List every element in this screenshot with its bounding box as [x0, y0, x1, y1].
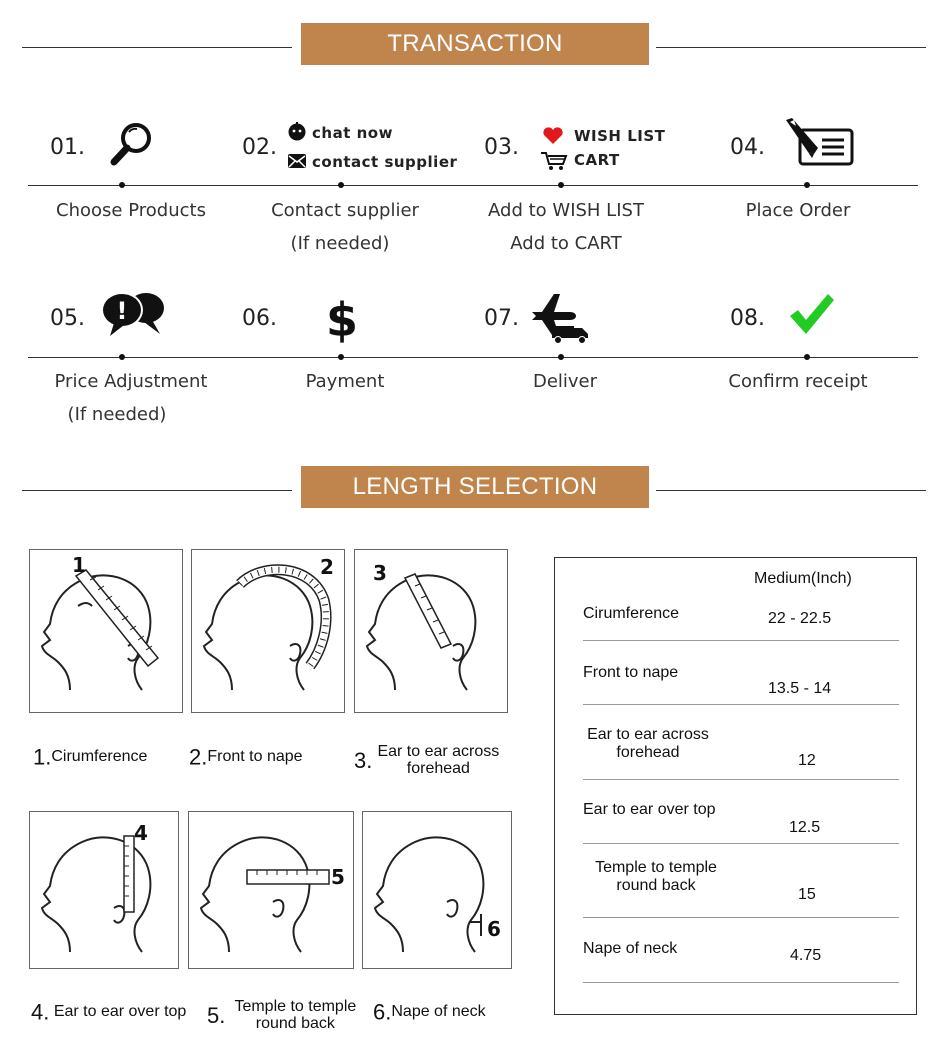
head-measure-illustration — [355, 550, 506, 711]
head-measure-illustration — [192, 550, 343, 711]
figure-caption: 1.Cirumference — [33, 744, 148, 770]
table-row-divider — [583, 843, 899, 844]
table-row-name: Ear to ear across forehead — [587, 726, 709, 761]
heart-icon[interactable] — [542, 127, 564, 145]
head-measure-illustration — [30, 812, 177, 967]
cart-icon[interactable] — [540, 151, 568, 171]
table-row-value: 15 — [798, 886, 816, 903]
figure-tag: 2 — [320, 555, 334, 579]
measure-figure-6 — [362, 811, 512, 969]
measure-figure-2 — [191, 549, 345, 713]
transaction-banner: TRANSACTION — [301, 23, 649, 65]
timeline-dot — [804, 182, 810, 188]
timeline-dot — [119, 182, 125, 188]
timeline-row-1 — [28, 185, 918, 186]
speech-bubbles-icon — [98, 290, 168, 338]
table-row-name: Cirumference — [583, 605, 680, 622]
figure-caption: 2.Front to nape — [189, 744, 303, 770]
figure-tag: 5 — [331, 865, 345, 889]
contact-supplier-link[interactable]: contact supplier — [312, 153, 458, 171]
step-number: 05. — [50, 306, 85, 331]
delivery-icon — [530, 290, 590, 346]
timeline-dot — [804, 354, 810, 360]
measure-figure-4 — [29, 811, 179, 969]
table-row-value: 13.5 - 14 — [768, 680, 832, 697]
svg-text:$: $ — [325, 294, 359, 344]
timeline-row-2 — [28, 357, 918, 358]
table-row-divider — [583, 779, 899, 780]
head-measure-illustration — [363, 812, 510, 967]
timeline-dot — [558, 182, 564, 188]
table-row-value: 22 - 22.5 — [768, 610, 832, 627]
divider-right — [656, 47, 926, 48]
figure-caption: 5. Temple to temple round back — [207, 998, 357, 1032]
step-number: 02. — [242, 135, 277, 160]
timeline-dot — [558, 354, 564, 360]
table-row-name: Front to nape — [583, 664, 679, 681]
divider-left — [22, 490, 292, 491]
timeline-dot — [338, 182, 344, 188]
timeline-dot — [119, 354, 125, 360]
step-number: 07. — [484, 306, 519, 331]
step-number: 03. — [484, 135, 519, 160]
step-label: Payment — [305, 371, 385, 392]
timeline-dot — [338, 354, 344, 360]
dollar-icon — [325, 294, 359, 344]
step-sublabel: (If needed) — [290, 233, 390, 254]
wish-list-link[interactable]: WISH LIST — [574, 127, 666, 145]
step-label: Price Adjustment — [54, 371, 208, 392]
cart-link[interactable]: CART — [574, 151, 620, 169]
figure-caption: 3. Ear to ear across forehead — [354, 743, 500, 777]
step-label: Place Order — [745, 200, 851, 221]
figure-tag: 1 — [72, 553, 86, 577]
figure-caption: 6.Nape of neck — [373, 999, 486, 1025]
figure-caption: 4. Ear to ear over top — [31, 999, 187, 1025]
table-row-divider — [583, 917, 899, 918]
table-row-name: Ear to ear over top — [583, 801, 716, 818]
figure-tag: 3 — [373, 561, 387, 585]
step-number: 06. — [242, 306, 277, 331]
head-measure-illustration — [189, 812, 352, 967]
table-row-divider — [583, 640, 899, 641]
svg-text:!: ! — [116, 297, 128, 325]
step-label: Choose Products — [56, 200, 206, 221]
figure-tag: 4 — [134, 821, 148, 845]
measure-figure-3 — [354, 549, 508, 713]
head-measure-illustration — [30, 550, 181, 711]
chat-icon[interactable] — [287, 121, 307, 141]
table-row-name: Nape of neck — [583, 940, 678, 957]
table-row-divider — [583, 982, 899, 983]
length-selection-banner: LENGTH SELECTION — [301, 466, 649, 508]
step-label: Add to WISH LIST — [488, 200, 644, 221]
step-number: 01. — [50, 135, 85, 160]
figure-tag: 6 — [487, 917, 501, 941]
measure-figure-1 — [29, 549, 183, 713]
chat-now-link[interactable]: chat now — [312, 124, 393, 142]
step-number: 08. — [730, 306, 765, 331]
step-number: 04. — [730, 135, 765, 160]
step-label: Contact supplier — [271, 200, 419, 221]
step-label: Deliver — [532, 371, 598, 392]
measure-figure-5 — [188, 811, 354, 969]
step-label: Confirm receipt — [728, 371, 868, 392]
checkmark-icon — [788, 292, 836, 336]
table-row-name: Temple to temple round back — [595, 859, 717, 894]
table-row-value: 4.75 — [790, 947, 822, 964]
step-sublabel: (If needed) — [67, 404, 167, 425]
step-sublabel: Add to CART — [510, 233, 622, 254]
table-row-value: 12.5 — [789, 819, 821, 836]
table-header: Medium(Inch) — [754, 570, 852, 587]
order-form-icon — [782, 118, 856, 168]
table-row-value: 12 — [798, 752, 816, 769]
envelope-icon[interactable] — [287, 153, 307, 169]
divider-left — [22, 47, 292, 48]
table-row-divider — [583, 704, 899, 705]
magnifier-icon — [108, 120, 154, 168]
divider-right — [656, 490, 926, 491]
